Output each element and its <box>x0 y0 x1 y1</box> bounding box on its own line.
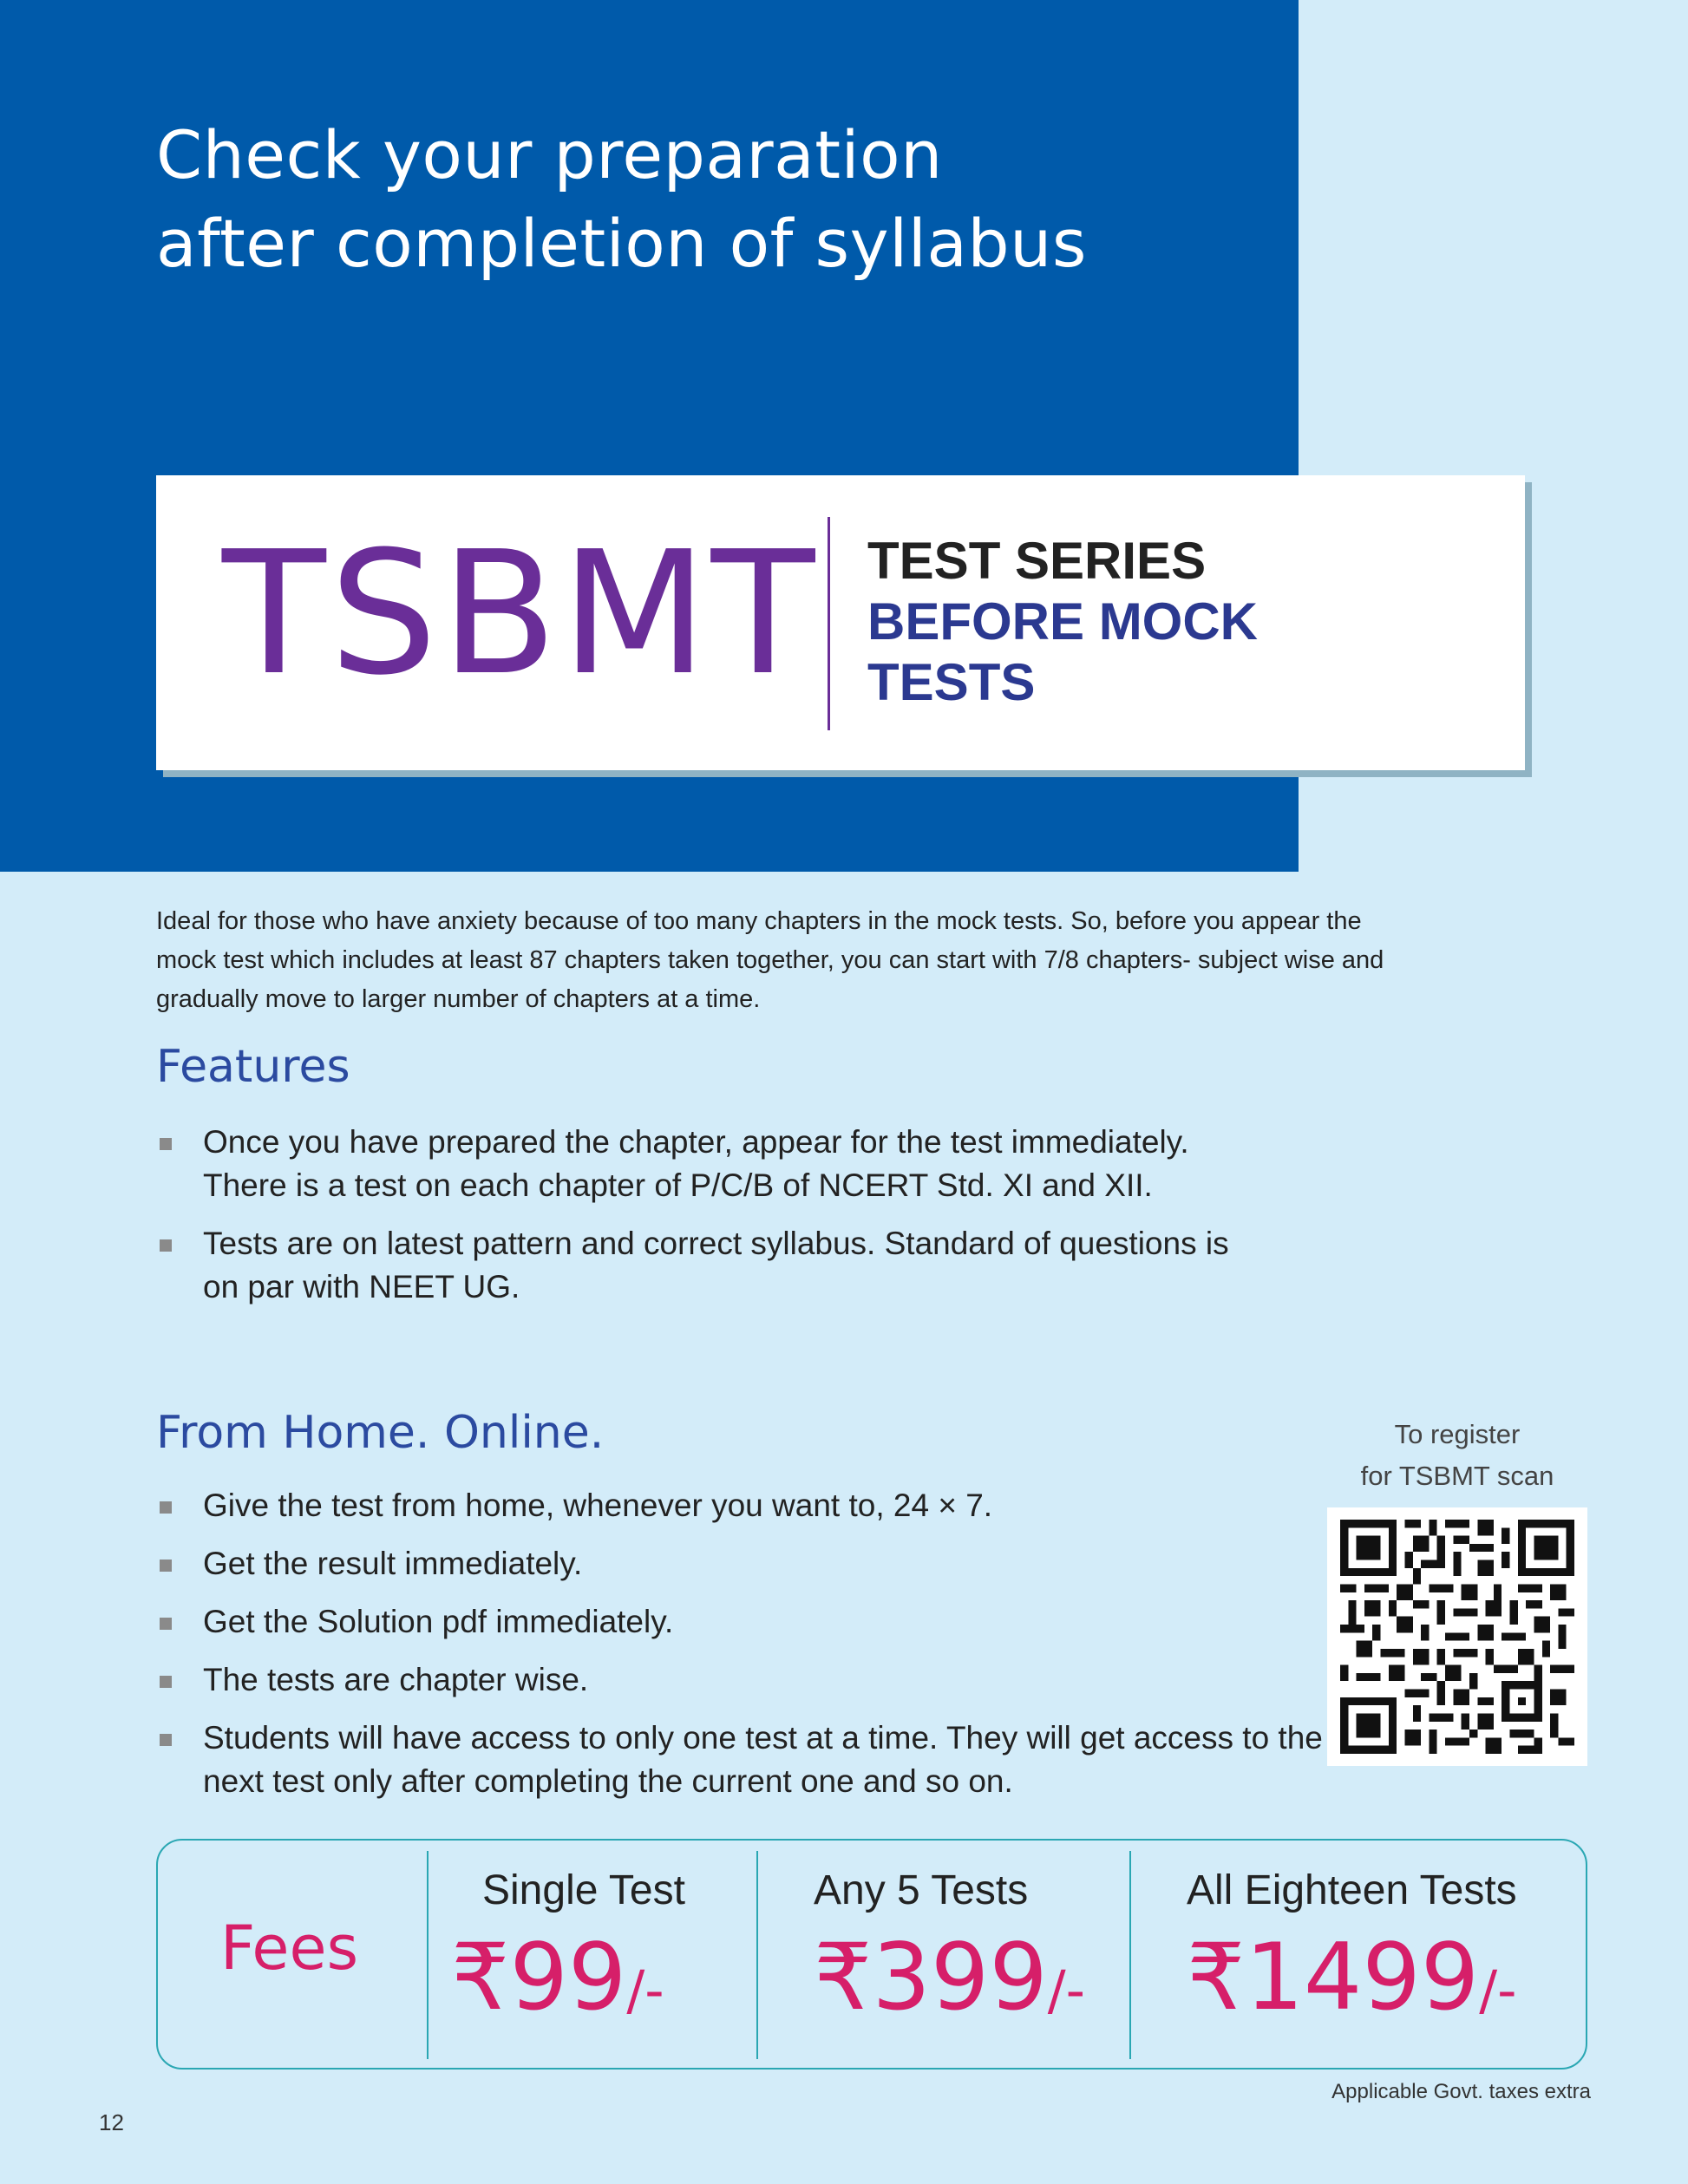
list-item <box>156 1716 1345 1803</box>
online-list <box>156 1484 1345 1818</box>
tax-footnote: Applicable Govt. taxes extra <box>1331 2080 1591 2103</box>
qr-caption-line-2: for TSBMT scan <box>1360 1461 1554 1491</box>
list-item <box>156 1600 1345 1644</box>
bullet-square-icon <box>160 1734 172 1746</box>
qr-code-icon <box>1339 1520 1575 1754</box>
plan-name: Single Test <box>482 1867 685 1913</box>
online-feature-text: Students will have access to only one test at a time. They will get access to the next test only after completing the current one and so on. <box>203 1720 1323 1799</box>
tagline-line-3: TESTS <box>867 653 1036 711</box>
features-heading: Features <box>156 1041 350 1093</box>
price-amount: 1499 <box>1245 1924 1480 2030</box>
fees-divider <box>1129 1851 1131 2059</box>
price-amount: 399 <box>872 1924 1048 2030</box>
tagline-line-1: TEST SERIES <box>867 532 1207 590</box>
plan-price <box>1187 1926 1517 2030</box>
plan-single-test <box>451 1865 685 2030</box>
price-suffix: /- <box>626 1958 664 2022</box>
bullet-square-icon <box>160 1560 172 1572</box>
page-number: 12 <box>99 2109 124 2135</box>
plan-price <box>814 1926 1085 2030</box>
online-feature-text: The tests are chapter wise. <box>203 1662 589 1697</box>
list-item <box>156 1222 1249 1309</box>
tagline-line-2: BEFORE MOCK <box>867 592 1258 651</box>
price-suffix: /- <box>1047 1958 1086 2022</box>
features-list <box>156 1121 1249 1324</box>
list-item <box>156 1484 1345 1527</box>
currency-symbol: ₹ <box>451 1924 510 2030</box>
brand-card-divider <box>828 517 830 730</box>
plan-price <box>451 1926 685 2030</box>
fees-divider <box>756 1851 758 2059</box>
plan-all-eighteen-tests <box>1187 1865 1517 2030</box>
hero-title-line-1: Check your preparation <box>156 116 943 193</box>
plan-any-5-tests <box>814 1865 1085 2030</box>
plan-name: Any 5 Tests <box>814 1867 1029 1913</box>
currency-symbol: ₹ <box>1187 1924 1246 2030</box>
fees-panel <box>156 1839 1587 2070</box>
plan-name: All Eighteen Tests <box>1187 1867 1517 1913</box>
online-feature-text: Give the test from home, whenever you want to, 24 × 7. <box>203 1488 993 1523</box>
brand-card <box>156 475 1525 770</box>
price-suffix: /- <box>1479 1958 1517 2022</box>
online-feature-text: Get the result immediately. <box>203 1546 583 1581</box>
fees-divider <box>427 1851 429 2059</box>
qr-caption <box>1327 1414 1587 1497</box>
online-feature-text: Get the Solution pdf immediately. <box>203 1604 674 1639</box>
currency-symbol: ₹ <box>814 1924 873 2030</box>
feature-text: Once you have prepared the chapter, appear for the test immediately. There is a test on each chapter of P/C/B of NCERT Std. XI and XII. <box>203 1124 1189 1203</box>
bullet-square-icon <box>160 1676 172 1688</box>
price-amount: 99 <box>509 1924 627 2030</box>
feature-text: Tests are on latest pattern and correct syllabus. Standard of questions is on par with NEET UG. <box>203 1226 1229 1305</box>
fees-label: Fees <box>220 1913 359 1984</box>
bullet-square-icon <box>160 1138 172 1150</box>
list-item <box>156 1542 1345 1586</box>
online-heading: From Home. Online. <box>156 1407 605 1459</box>
intro-paragraph: Ideal for those who have anxiety because of too many chapters in the mock tests. So, before you appear the mock test which includes at least 87 chapters taken together, you can start with 7/8 chapters- subject wise and gradually move to larger number of chapters at a time. <box>156 907 1384 1013</box>
bullet-square-icon <box>160 1239 172 1252</box>
qr-caption-line-1: To register <box>1394 1419 1521 1449</box>
brand-name: TSBMT <box>222 515 819 713</box>
list-item <box>156 1658 1345 1702</box>
hero-title-line-2: after completion of syllabus <box>156 205 1087 282</box>
bullet-square-icon <box>160 1618 172 1630</box>
brand-tagline <box>867 531 1258 713</box>
qr-code[interactable] <box>1327 1507 1587 1766</box>
bullet-square-icon <box>160 1501 172 1514</box>
hero-title <box>156 111 1087 288</box>
list-item <box>156 1121 1249 1207</box>
